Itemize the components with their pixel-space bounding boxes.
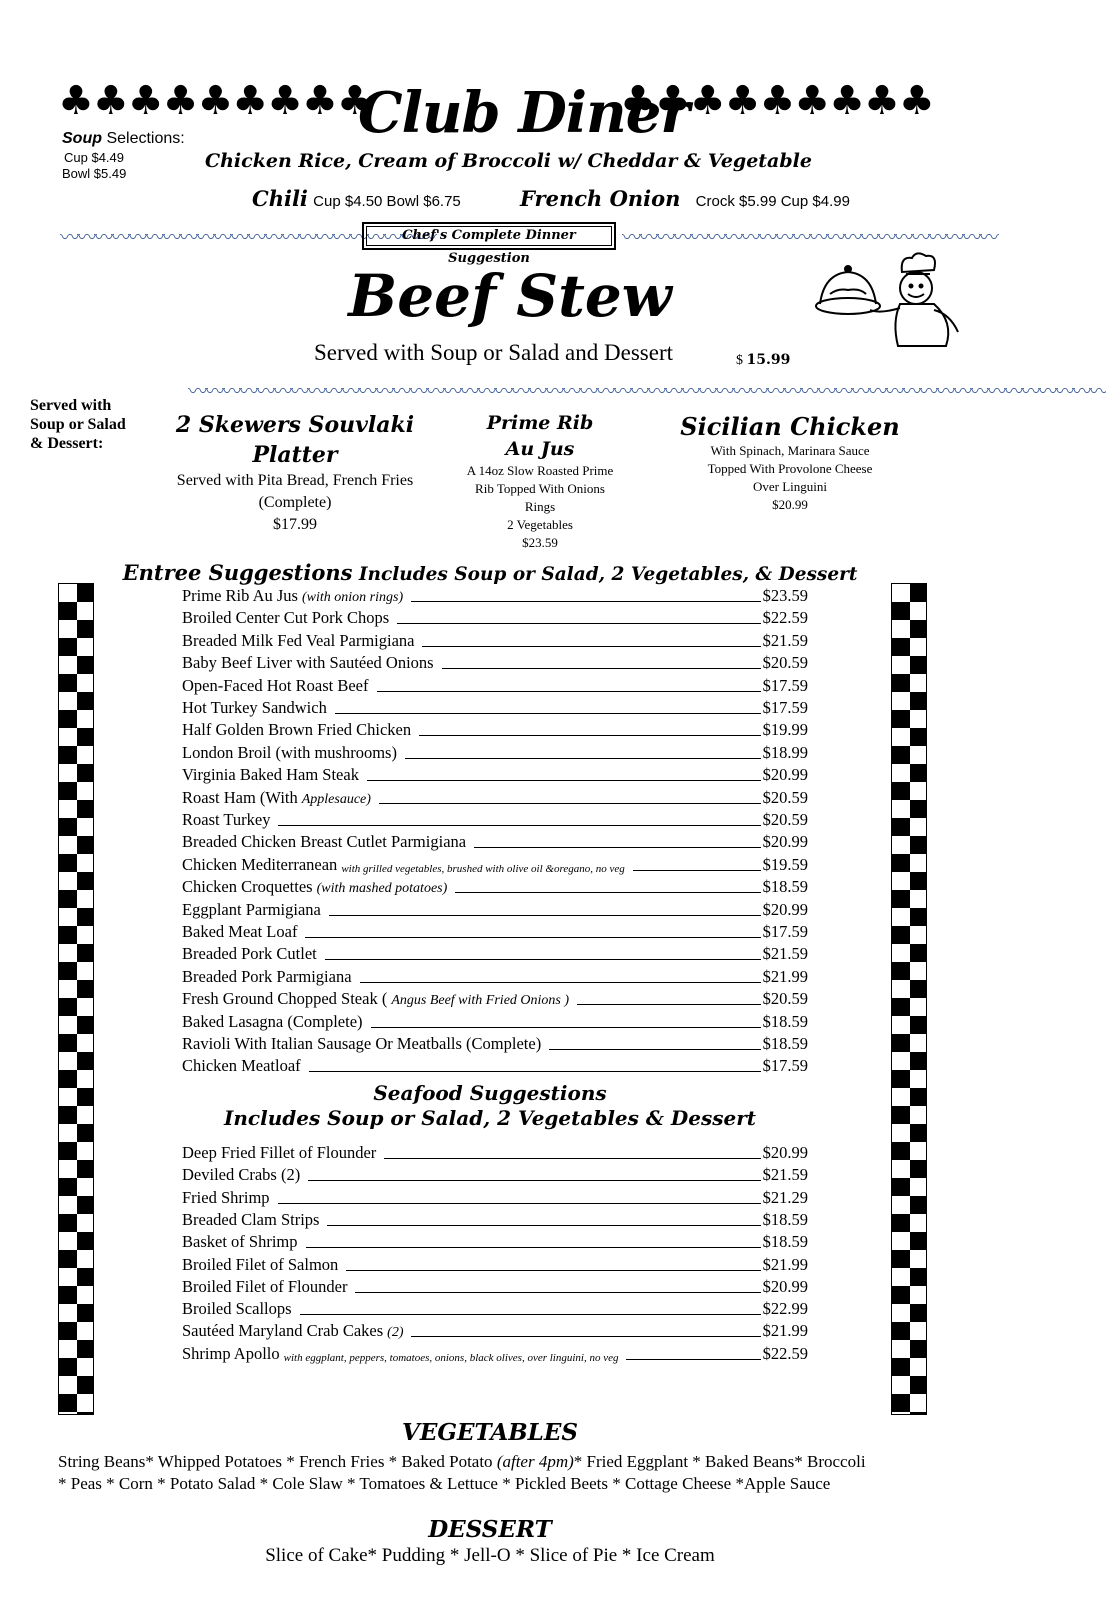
menu-item-price: $17.59	[762, 1056, 808, 1076]
menu-item-price: $18.59	[762, 1034, 808, 1053]
menu-item-name: Broiled Filet of Flounder	[182, 1276, 348, 1296]
menu-item-name: Roast Turkey	[182, 810, 271, 829]
menu-item-row	[182, 987, 808, 1009]
served-with-line2: Soup or Salad	[30, 416, 126, 433]
prime-rib-desc-line3: Rings	[524, 499, 556, 514]
vegetables-line1	[58, 1451, 958, 1473]
special-price-value: 15.99	[746, 352, 791, 368]
menu-item-row	[182, 629, 808, 651]
sicilian-title: Sicilian Chicken	[680, 412, 900, 441]
chili-price: Cup $4.50 Bowl $6.75	[313, 193, 461, 210]
dessert-list: Slice of Cake* Pudding * Jell-O * Slice of Pie * Ice Cream	[265, 1545, 715, 1566]
soup-label-word: Soup	[62, 130, 102, 147]
leader-line	[329, 915, 761, 916]
leader-line	[405, 758, 761, 759]
menu-item-price: $21.99	[762, 1254, 808, 1274]
chef-illustration	[808, 252, 960, 348]
leader-line	[419, 735, 761, 736]
menu-item-price: $21.99	[762, 966, 808, 986]
menu-item-name: Ravioli With Italian Sausage Or Meatballs (Complete)	[182, 1034, 542, 1053]
served-with-line3: & Dessert:	[30, 435, 104, 452]
souvlaki-title-line1: 2 Skewers Souvlaki	[175, 412, 415, 438]
seafood-header-line2: Includes Soup or Salad, 2 Vegetables & Dessert	[224, 1106, 756, 1130]
menu-item-row	[182, 1230, 808, 1252]
menu-item-price: $18.59	[762, 1011, 808, 1031]
leader-line	[397, 623, 760, 624]
featured-souvlaki	[150, 410, 440, 536]
soup-bowl-price: Bowl $5.49	[62, 166, 127, 181]
menu-item-name: Broiled Center Cut Pork Chops	[182, 608, 390, 628]
leader-line	[306, 1247, 761, 1248]
menu-item-description: (with mashed potatoes)	[316, 881, 448, 897]
menu-item-name: Eggplant Parmigiana	[182, 899, 321, 919]
menu-item-row	[182, 696, 808, 718]
leader-line	[442, 668, 761, 669]
featured-sicilian-chicken	[640, 412, 940, 514]
menu-item-row	[182, 1342, 808, 1364]
vegetables-title: VEGETABLES	[401, 1419, 578, 1446]
chili-name: Chili	[252, 186, 308, 211]
prime-rib-title-line2: Au Jus	[505, 438, 575, 460]
menu-item-price: $21.59	[762, 630, 808, 650]
sicilian-price: $20.99	[772, 497, 808, 512]
french-onion-line	[520, 186, 850, 212]
menu-item-row	[182, 1208, 808, 1230]
menu-item-name: Chicken Croquettes	[182, 877, 313, 897]
vegetables-line1-a: String Beans* Whipped Potatoes * French Fries * Baked Potato	[58, 1452, 497, 1471]
menu-item-name: Baked Lasagna (Complete)	[182, 1011, 363, 1031]
menu-item-row	[182, 651, 808, 673]
chili-line	[252, 186, 461, 212]
menu-item-description: (2)	[387, 1325, 404, 1341]
special-price	[736, 352, 790, 369]
leader-line	[300, 1314, 761, 1315]
sicilian-desc-line1: With Spinach, Marinara Sauce	[710, 443, 870, 458]
prime-rib-title-line1: Prime Rib	[486, 412, 594, 434]
leader-line	[455, 892, 760, 893]
menu-item-price: $22.59	[762, 608, 808, 628]
wave-divider-featured: 〰〰〰〰〰〰〰〰〰〰〰〰〰〰〰〰〰〰〰〰〰〰〰〰〰〰〰〰〰〰〰〰〰〰〰〰〰〰〰〰〰〰〰〰〰〰〰〰〰〰〰〰〰〰	[188, 379, 1106, 403]
leader-line	[411, 601, 761, 602]
menu-item-description: (with onion rings)	[301, 590, 404, 605]
menu-item-name: Breaded Pork Parmigiana	[182, 966, 352, 986]
souvlaki-desc-line1: Served with Pita Bread, French Fries	[176, 472, 414, 489]
menu-item-price: $20.99	[762, 899, 808, 919]
special-dish-title: Beef Stew	[348, 262, 672, 330]
clubs-decoration-right: ♣♣♣♣♣♣♣♣♣	[620, 78, 934, 124]
souvlaki-title-line2: Platter	[252, 442, 338, 468]
menu-item-row	[182, 1141, 808, 1163]
clubs-decoration-left: ♣♣♣♣♣♣♣♣♣	[58, 78, 372, 124]
menu-item-name: Open-Faced Hot Roast Beef	[182, 675, 369, 695]
menu-item-row	[182, 786, 808, 808]
dessert-title: DESSERT	[428, 1516, 552, 1543]
leader-line	[305, 937, 760, 938]
menu-item-name: Breaded Milk Fed Veal Parmigiana	[182, 630, 415, 650]
leader-line	[278, 825, 760, 826]
soup-label-rest: Selections:	[102, 130, 185, 147]
menu-item-price: $23.59	[762, 586, 808, 605]
menu-item-price: $22.59	[762, 1343, 808, 1363]
menu-item-price: $18.59	[762, 877, 808, 897]
leader-line	[422, 646, 760, 647]
menu-item-row	[182, 898, 808, 920]
menu-item-name: Basket of Shrimp	[182, 1232, 298, 1252]
checker-border-left	[58, 583, 94, 1415]
french-onion-price: Crock $5.99 Cup $4.99	[695, 193, 850, 210]
menu-item-description: Angus Beef with Fried Onions )	[391, 993, 570, 1009]
menu-item-price: $20.99	[762, 765, 808, 785]
menu-item-name: Fresh Ground Chopped Steak (	[182, 989, 388, 1009]
menu-item-row	[182, 584, 808, 606]
sicilian-desc-line2: Topped With Provolone Cheese	[707, 461, 873, 476]
menu-item-price: $20.99	[762, 832, 808, 852]
menu-item-name: Breaded Clam Strips	[182, 1209, 320, 1229]
prime-rib-price: $23.59	[522, 535, 558, 550]
vegetables-line1-c: * Fried Eggplant * Baked Beans* Broccoli	[573, 1452, 866, 1471]
menu-item-price: $22.99	[762, 1299, 808, 1319]
menu-item-description: with eggplant, peppers, tomatoes, onions, black olives, over linguini, no veg	[283, 1351, 619, 1364]
leader-line	[577, 1004, 761, 1005]
menu-item-price: $20.99	[762, 1276, 808, 1296]
sicilian-desc-line3: Over Linguini	[752, 479, 827, 494]
menu-item-price: $21.29	[762, 1187, 808, 1207]
menu-item-name: London Broil (with mushrooms)	[182, 742, 397, 762]
menu-item-row	[182, 875, 808, 897]
special-price-currency: $	[736, 353, 743, 368]
menu-item-price: $20.59	[762, 653, 808, 673]
menu-item-name: Breaded Pork Cutlet	[182, 944, 317, 964]
menu-item-name: Breaded Chicken Breast Cutlet Parmigiana	[182, 832, 467, 852]
menu-item-row	[182, 1163, 808, 1185]
menu-item-name: Broiled Filet of Salmon	[182, 1254, 339, 1274]
menu-item-row	[182, 741, 808, 763]
leader-line	[549, 1049, 760, 1050]
menu-item-name: Deviled Crabs (2)	[182, 1165, 301, 1185]
menu-item-name: Shrimp Apollo	[182, 1343, 280, 1363]
prime-rib-desc-line1: A 14oz Slow Roasted Prime	[466, 463, 614, 478]
menu-item-price: $18.99	[762, 742, 808, 762]
menu-item-price: $17.59	[762, 698, 808, 717]
leader-line	[411, 1336, 760, 1337]
leader-line	[346, 1270, 760, 1271]
menu-item-name: Prime Rib Au Jus	[182, 586, 298, 605]
menu-item-description: Applesauce)	[301, 791, 371, 807]
menu-item-price: $17.59	[762, 922, 808, 941]
menu-item-name: Fried Shrimp	[182, 1187, 270, 1207]
leader-line	[355, 1292, 760, 1293]
menu-item-name: Baked Meat Loaf	[182, 922, 298, 941]
menu-item-name: Baby Beef Liver with Sautéed Onions	[182, 653, 434, 673]
restaurant-title: Club Diner	[358, 80, 689, 146]
wave-divider-left: 〰〰〰〰〰〰〰〰〰〰〰〰〰〰〰〰〰〰〰〰〰〰	[60, 225, 434, 249]
checker-border-right	[891, 583, 927, 1415]
leader-line	[308, 1180, 760, 1181]
leader-line	[335, 713, 761, 714]
menu-item-row	[182, 965, 808, 987]
leader-line	[626, 1359, 760, 1360]
menu-item-row	[182, 674, 808, 696]
menu-item-row	[182, 1054, 808, 1076]
menu-item-name: Half Golden Brown Fried Chicken	[182, 720, 412, 740]
leader-line	[367, 780, 761, 781]
menu-item-row	[182, 763, 808, 785]
menu-item-name: Virginia Baked Ham Steak	[182, 765, 359, 785]
menu-item-name: Sautéed Maryland Crab Cakes	[182, 1321, 384, 1341]
featured-prime-rib	[440, 410, 640, 552]
menu-item-name: Broiled Scallops	[182, 1299, 292, 1319]
menu-item-name: Chicken Meatloaf	[182, 1056, 301, 1076]
prime-rib-desc-line4: 2 Vegetables	[507, 517, 573, 532]
leader-line	[309, 1071, 761, 1072]
menu-item-row	[182, 1032, 808, 1054]
menu-item-price: $21.59	[762, 1165, 808, 1185]
menu-item-row	[182, 1186, 808, 1208]
served-with-line1: Served with	[30, 397, 112, 414]
menu-item-name: Deep Fried Fillet of Flounder	[182, 1143, 377, 1162]
menu-item-row	[182, 853, 808, 875]
menu-item-row	[182, 920, 808, 942]
leader-line	[371, 1027, 761, 1028]
menu-item-row	[182, 1275, 808, 1297]
prime-rib-desc-line2: Rib Topped With Onions	[475, 481, 605, 496]
souvlaki-price: $17.99	[273, 516, 317, 533]
menu-item-row	[182, 808, 808, 830]
menu-item-price: $21.59	[762, 944, 808, 964]
menu-item-name: Hot Turkey Sandwich	[182, 698, 327, 717]
menu-item-price: $20.59	[762, 787, 808, 807]
featured-served-with-label	[30, 396, 126, 453]
soup-selections-label	[62, 130, 185, 148]
menu-item-price: $18.59	[762, 1232, 808, 1252]
leader-line	[327, 1225, 760, 1226]
souvlaki-desc-line2: (Complete)	[258, 494, 332, 511]
leader-line	[379, 803, 761, 804]
menu-item-row	[182, 718, 808, 740]
menu-item-price: $20.59	[762, 810, 808, 829]
menu-item-price: $20.99	[762, 1143, 808, 1162]
entree-header-rest: Includes Soup or Salad, 2 Vegetables, & Dessert	[352, 564, 858, 585]
leader-line	[325, 959, 761, 960]
menu-item-row	[182, 1253, 808, 1275]
menu-item-price: $19.59	[762, 854, 808, 874]
menu-item-row	[182, 606, 808, 628]
menu-item-price: $21.99	[762, 1321, 808, 1341]
leader-line	[377, 691, 761, 692]
soup-cup-price: Cup $4.49	[64, 150, 124, 165]
leader-line	[633, 870, 761, 871]
seafood-header-line1: Seafood Suggestions	[373, 1081, 607, 1105]
entree-header	[0, 560, 980, 585]
leader-line	[360, 982, 761, 983]
menu-item-price: $18.59	[762, 1209, 808, 1229]
menu-item-price: $17.59	[762, 675, 808, 695]
entree-header-bold: Entree Suggestions	[122, 560, 353, 585]
leader-line	[278, 1203, 761, 1204]
menu-item-description: with grilled vegetables, brushed with olive oil &oregano, no veg	[341, 862, 625, 875]
menu-item-name: Chicken Mediterranean	[182, 854, 338, 874]
vegetables-line2: * Peas * Corn * Potato Salad * Cole Slaw * Tomatoes & Lettuce * Pickled Beets * Cottage Cheese *Apple Sauce	[58, 1474, 831, 1493]
vegetables-line1-b: (after 4pm)	[496, 1452, 574, 1471]
menu-item-row	[182, 1319, 808, 1341]
menu-item-row	[182, 1010, 808, 1032]
french-onion-name: French Onion	[520, 186, 681, 211]
soup-selections-list: Chicken Rice, Cream of Broccoli w/ Cheddar & Vegetable	[205, 150, 812, 172]
menu-item-price: $19.99	[762, 720, 808, 740]
leader-line	[384, 1158, 760, 1159]
menu-item-row	[182, 942, 808, 964]
leader-line	[474, 847, 761, 848]
menu-item-price: $20.59	[762, 989, 808, 1009]
menu-item-row	[182, 1297, 808, 1319]
wave-divider-right: 〰〰〰〰〰〰〰〰〰〰〰〰〰〰〰〰〰〰〰〰〰〰	[622, 225, 996, 249]
special-served-with: Served with Soup or Salad and Dessert	[314, 340, 673, 365]
chef-suggestion-box: Chef's Complete Dinner Suggestion	[362, 222, 616, 250]
menu-item-name: Roast Ham (With	[182, 787, 298, 807]
menu-item-row	[182, 830, 808, 852]
vegetables-list	[58, 1451, 958, 1495]
